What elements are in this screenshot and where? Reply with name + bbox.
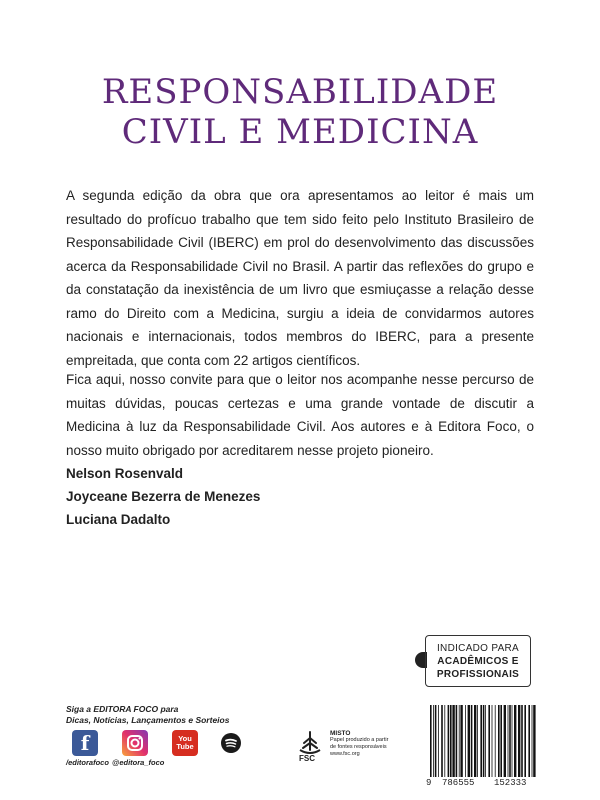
facebook-icon: f [72,730,98,756]
barcode-bar [488,705,490,777]
audience-badge [425,635,531,687]
spotify-link[interactable] [218,730,244,756]
barcode-bar [471,705,473,777]
facebook-link[interactable] [66,730,109,767]
badge-line-3: PROFISSIONAIS [436,669,520,680]
instagram-handle: @editora_foco [112,758,165,767]
barcode-bar [444,705,445,777]
paragraph-1: A segunda edição da obra que ora apresentamos ao leitor é mais um resultado do profícuo trabalho que tem sido feito pelo Instituto Brasileiro de Responsabilidade Civil (IBERC) em prol do desenvolvimento das discussões acerca da Responsabilidade Civil no Brasil. A partir das reflexões do grupo e da constatação da inexistência de um livro que esmiuçasse a relação desse ramo do Direito com a Medicina, surgiu a ideia de convidarmos autores nacionais e internacionais, todos membros do IBERC, para a presente empreitada, que conta com 22 artigos científicos. [66,188,534,368]
fsc-line-1: Papel produzido a partir [330,737,389,743]
barcode-bar [435,705,437,777]
barcode-bar [452,705,454,777]
barcode-bar [521,705,523,777]
barcode-bar [483,705,485,777]
badge-line-1: INDICADO PARA [436,643,520,654]
instagram-link[interactable] [112,730,165,767]
barcode-bar [465,705,466,777]
barcode-bar [460,705,462,777]
fsc-line-2: de fontes responsáveis [330,744,387,750]
barcode-bar [438,705,439,777]
facebook-handle: /editorafoco [66,758,109,767]
author-name: Nelson Rosenvald [66,466,184,481]
badge-line-2: ACADÊMICOS E [437,656,519,667]
barcode-bar [456,705,458,777]
barcode-bar [448,705,450,777]
youtube-link[interactable] [172,730,198,756]
barcode-bar [474,705,476,777]
barcode-bar [485,705,486,777]
barcode-bar [509,705,511,777]
barcode-bar [441,705,443,777]
barcode-bar [450,705,452,777]
follow-line-1: Siga a EDITORA FOCO para [66,704,179,714]
follow-line-2: Dicas, Notícias, Lançamentos e Sorteios [66,715,230,725]
barcode-bar [492,705,493,777]
follow-text [66,704,229,726]
fsc-label: FSC [299,754,315,763]
barcode-bar [430,705,432,777]
barcode-bar [532,705,533,777]
barcode-bar [495,705,496,777]
author-name: Luciana Dadalto [66,512,171,527]
fsc-text [330,730,388,758]
barcode-bar [504,705,506,777]
barcode-bar [500,705,502,777]
barcode [428,705,538,777]
author-name: Joyceane Bezerra de Menezes [66,489,261,504]
fsc-title: MISTO [330,730,351,737]
book-title [0,72,600,152]
barcode-bar [508,705,509,777]
barcode-bar [433,705,434,777]
barcode-bar [514,705,516,777]
paragraph-2: Fica aqui, nosso convite para que o leitor nos acompanhe nesse percurso de muitas dúvidas, poucas certezas e uma grande vontade de discutir a Medicina à luz da Responsabilidade Civil. Aos autores e à Editora Foco, o nosso muito obrigado por acreditarem nesse projeto pioneiro. [66,372,534,458]
barcode-bar [498,705,500,777]
barcode-bar [480,705,482,777]
fsc-logo [296,730,324,769]
authors-list [66,462,260,531]
instagram-icon [122,730,148,756]
barcode-bar [477,705,478,777]
barcode-bar [468,705,470,777]
barcode-bar [512,705,513,777]
youtube-icon: You Tube [172,730,198,756]
title-line-2: CIVIL E MEDICINA [121,112,479,152]
isbn-first: 9 [426,778,432,788]
barcode-bar [459,705,460,777]
barcode-bar [518,705,520,777]
barcode-bar [533,705,535,777]
fsc-site: www.fsc.org [330,751,360,757]
isbn-group-1: 786555 [442,778,475,788]
spotify-icon [218,730,244,756]
title-line-1: RESPONSABILIDADE [101,72,499,112]
barcode-bar [528,705,530,777]
barcode-bar [524,705,526,777]
isbn-group-2: 152333 [494,778,527,788]
